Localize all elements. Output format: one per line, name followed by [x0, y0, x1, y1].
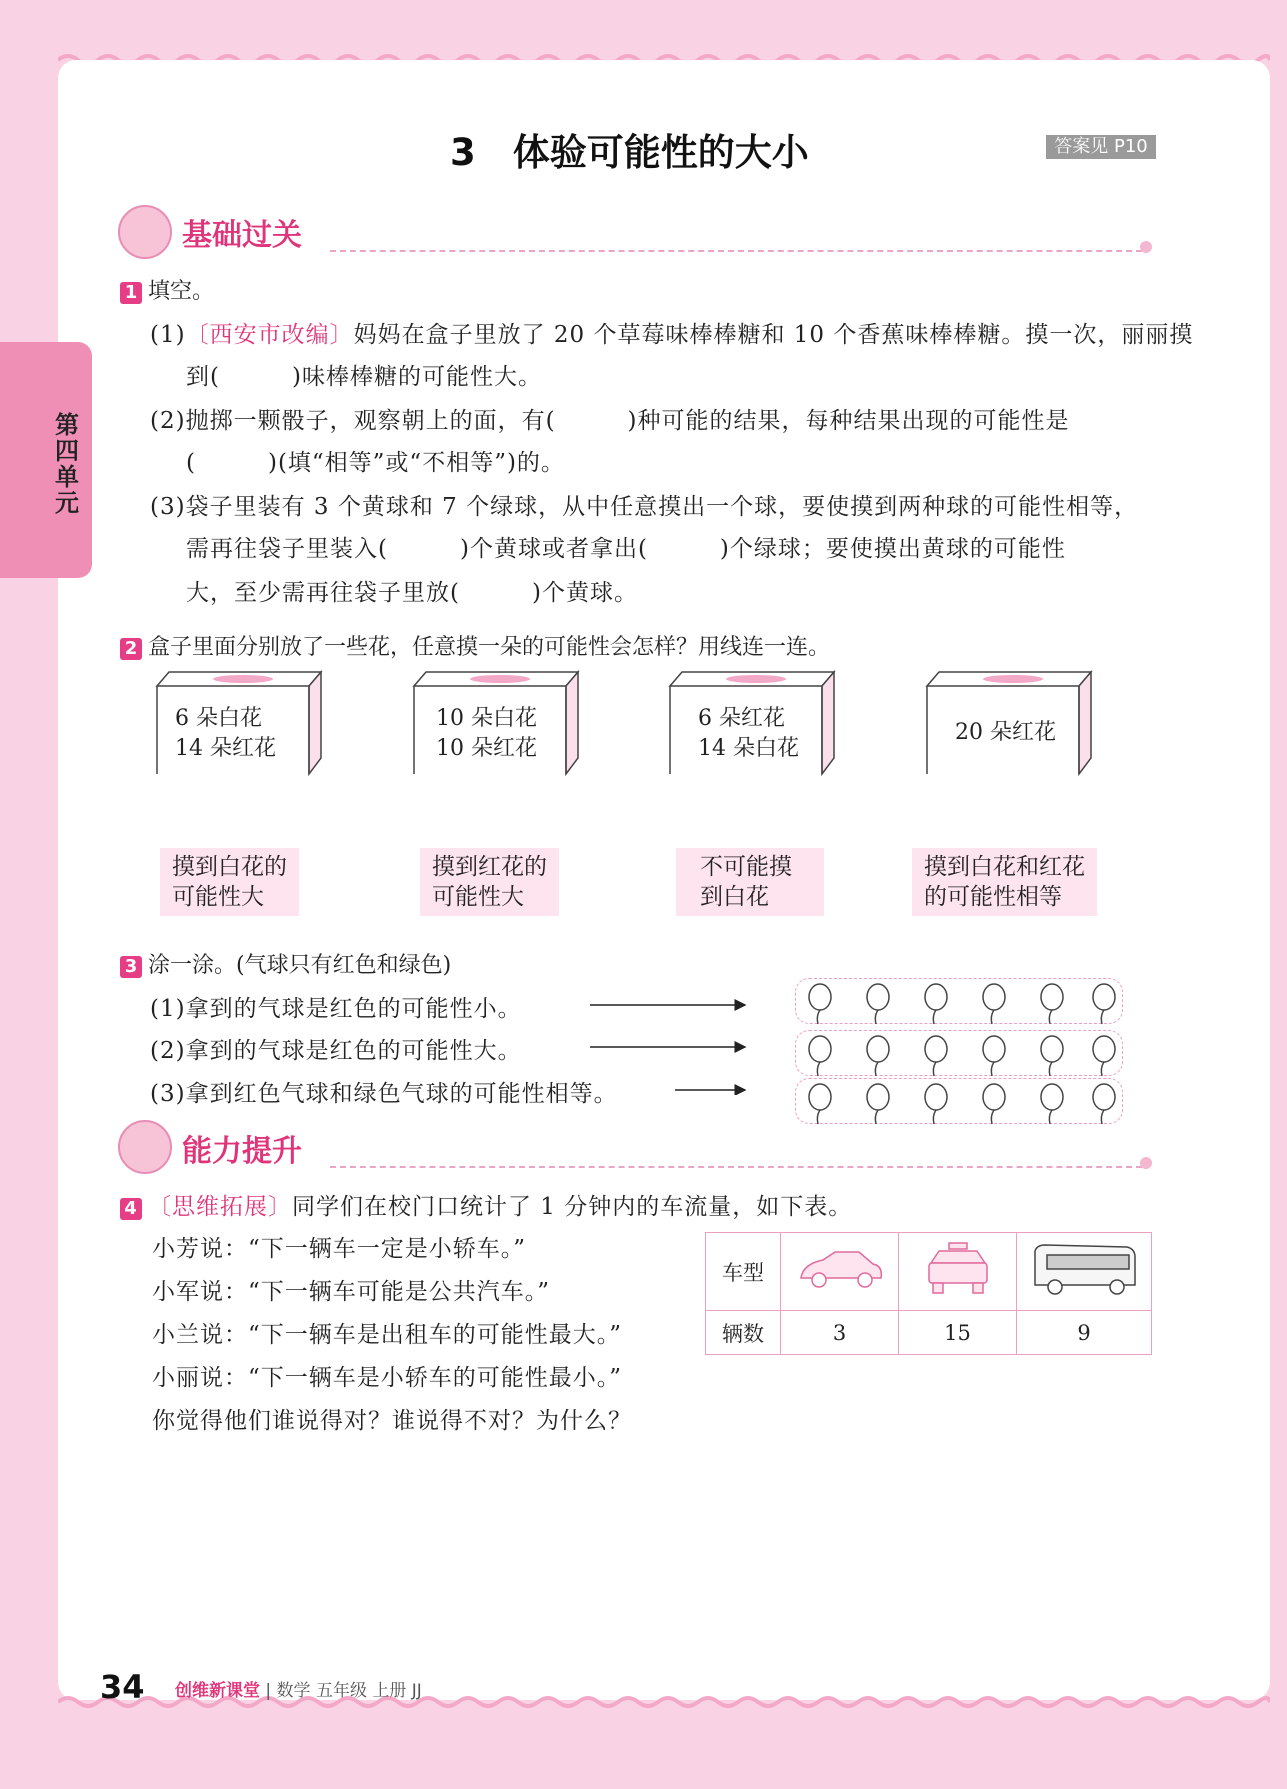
q3-item-3: (3)拿到红色气球和绿色气球的可能性相等。 [150, 1081, 618, 1107]
answer-box-1-line1: 摸到白花的 [172, 854, 287, 880]
balloon-icons [796, 1031, 1122, 1077]
dots-icon [1140, 241, 1152, 253]
mascot-icon [118, 205, 172, 259]
balloon-icons [796, 1079, 1122, 1125]
answer-box-4-line1: 摸到白花和红花 [924, 854, 1085, 880]
bus-count: 9 [1017, 1311, 1152, 1355]
q1-part3-line1: (3)袋子里装有 3 个黄球和 7 个绿球，从中任意摸出一个球，要使摸到两种球的可能性相等， [150, 494, 1139, 520]
dots-icon [1140, 1157, 1152, 1169]
balloon-icons [796, 979, 1122, 1025]
q1-part1-line2: 到( )味棒棒糖的可能性大。 [186, 364, 542, 390]
mascot-icon [118, 1120, 172, 1174]
q1-part2-line2: ( )(填“相等”或“不相等”)的。 [186, 450, 565, 476]
section-divider [330, 250, 1142, 252]
flower-box-1-line1: 6 朵白花 [175, 706, 262, 731]
answer-box-2-line2: 可能性大 [432, 884, 524, 910]
answer-box-2-line1: 摸到红花的 [432, 854, 547, 880]
flower-box-3-line2: 14 朵白花 [698, 736, 799, 761]
q3-item-1: (1)拿到的气球是红色的可能性小。 [150, 996, 522, 1022]
page-number: 34 [100, 1668, 145, 1706]
answer-box-4-line2: 的可能性相等 [924, 884, 1062, 910]
q1-part3-line2: 需再往袋子里装入( )个黄球或者拿出( )个绿球；要使摸出黄球的可能性 [186, 536, 1066, 562]
q4-heading [120, 1188, 852, 1221]
answer-box-3-line1: 不可能摸 [700, 854, 792, 880]
taxi-icon [899, 1233, 1017, 1311]
flower-box-2-line2: 10 朵红花 [436, 736, 537, 761]
q2-number: 2 [120, 638, 142, 660]
footer-info [175, 1676, 422, 1701]
q3-note: (气球只有红色和绿色) [236, 953, 452, 978]
q4-intro: 同学们在校门口统计了 1 分钟内的车流量，如下表。 [292, 1194, 853, 1220]
q1-part3-line3: 大，至少需再往袋子里放( )个黄球。 [186, 580, 638, 606]
q3-title: 涂一涂。 [148, 953, 237, 978]
q4-quote-3: 小兰说：“下一辆车是出租车的可能性最大。” [152, 1322, 623, 1348]
flower-box-2-line1: 10 朵白花 [436, 706, 537, 731]
q2-title: 盒子里面分别放了一些花，任意摸一朵的可能性会怎样？用线连一连。 [148, 635, 831, 660]
footer-brand: 创维新课堂 [175, 1681, 260, 1701]
balloon-row-3[interactable] [795, 1078, 1123, 1124]
q3-heading [120, 948, 451, 979]
page-title: 3 体验可能性的大小 [450, 131, 809, 174]
balloon-row-2[interactable] [795, 1030, 1123, 1076]
q1-part1-text: 妈妈在盒子里放了 20 个草莓味棒棒糖和 10 个香蕉味棒棒糖。摸一次，丽丽摸 [353, 322, 1194, 348]
flower-box-3-line1: 6 朵红花 [698, 706, 785, 731]
footer-subject: | 数学 五年级 上册 JJ [260, 1681, 422, 1701]
answer-box-2[interactable] [420, 848, 559, 916]
q3-item-2: (2)拿到的气球是红色的可能性大。 [150, 1038, 522, 1064]
car-icon [781, 1233, 899, 1311]
q1-source-tag: 〔西安市改编〕 [185, 322, 354, 348]
q1-part1-line1 [150, 316, 1193, 349]
flower-box-1 [155, 670, 325, 780]
traffic-table [705, 1232, 1152, 1355]
bus-icon [1017, 1233, 1152, 1311]
car-count: 3 [781, 1311, 899, 1355]
q1-part1-label: (1) [150, 322, 186, 348]
flower-box-4 [925, 670, 1095, 780]
table-header-count: 辆数 [706, 1311, 781, 1355]
table-header-type: 车型 [706, 1233, 781, 1311]
q4-question: 你觉得他们谁说得对？谁说得不对？为什么？ [152, 1408, 632, 1434]
q4-quote-1: 小芳说：“下一辆车一定是小轿车。” [152, 1236, 527, 1262]
q3-arrows [585, 995, 755, 1095]
section-divider [330, 1166, 1142, 1168]
q2-heading [120, 630, 830, 661]
taxi-count: 15 [899, 1311, 1017, 1355]
answer-reference-tag: 答案见 P10 [1046, 135, 1156, 159]
flower-box-4-line1: 20 朵红花 [955, 720, 1056, 745]
q1-heading [120, 274, 214, 305]
flower-box-2 [412, 670, 582, 780]
q1-part2-line1: (2)抛掷一颗骰子，观察朝上的面，有( )种可能的结果，每种结果出现的可能性是 [150, 408, 1070, 434]
q1-number: 1 [120, 282, 142, 304]
q1-title: 填空。 [148, 279, 215, 304]
q4-quote-2: 小军说：“下一辆车可能是公共汽车。” [152, 1279, 551, 1305]
q4-source-tag: 〔思维拓展〕 [148, 1194, 292, 1220]
section-heading-basic: 基础过关 [182, 218, 302, 253]
answer-box-4[interactable] [912, 848, 1097, 916]
unit-side-tab [0, 342, 92, 578]
answer-box-3-line2: 到白花 [700, 884, 769, 910]
answer-box-1-line2: 可能性大 [172, 884, 264, 910]
unit-label: 第四单元 [55, 411, 79, 517]
answer-box-3[interactable] [676, 848, 824, 916]
q3-number: 3 [120, 956, 142, 978]
answer-box-1[interactable] [160, 848, 299, 916]
q4-quote-4: 小丽说：“下一辆车是小轿车的可能性最小。” [152, 1365, 623, 1391]
flower-box-3 [668, 670, 838, 780]
q4-number: 4 [120, 1198, 142, 1220]
section-heading-advanced: 能力提升 [182, 1134, 302, 1169]
flower-box-1-line2: 14 朵红花 [175, 736, 276, 761]
balloon-row-1[interactable] [795, 978, 1123, 1024]
